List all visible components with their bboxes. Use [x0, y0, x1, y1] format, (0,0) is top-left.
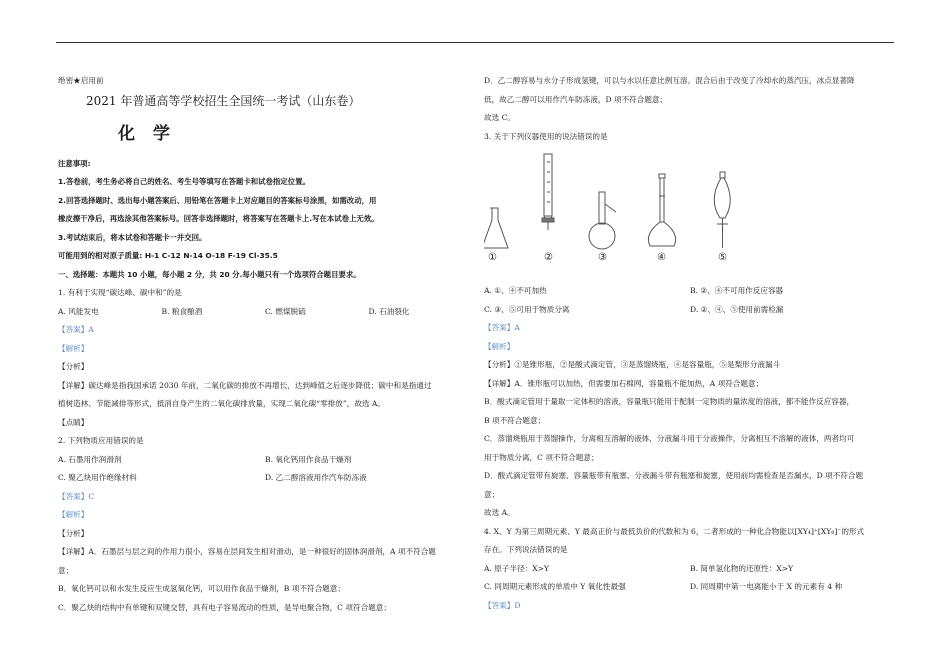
left-column: [58, 72, 472, 617]
q2-detail: 【详解】A．石墨层与层之间的作用力很小，容易在层间发生相对滑动，是一种很好的固体润滑剂，A 项不符合题: [58, 547, 436, 556]
q1-detail: 【详解】碳达峰是指我国承诺 2030 年前，二氧化碳的排放不再增长，达到峰值之后逐步降低；碳中和是指通过: [58, 380, 432, 390]
q3-option-b: B. ②、④不可用作反应容器: [690, 286, 784, 295]
atomic-masses: 可能用到的相对原子质量: H-1 C-12 N-14 O-18 F-19 Cl-35.5: [58, 251, 278, 260]
section-heading: 一、选择题：本题共 10 小题，每小题 2 分，共 20 分.每小题只有一个选项符合题目要求。: [58, 269, 361, 279]
exam-title: 2021 年普通高等学校招生全国统一考试（山东卷）: [86, 93, 361, 108]
q2-detail: 意；: [58, 565, 74, 575]
volumetric-flask-icon: [648, 174, 675, 246]
header-rule: [56, 42, 894, 43]
q2-fenxi-label: 【分析】: [58, 528, 89, 538]
q3-options-row1: [484, 282, 896, 301]
subject-title: 化 学: [118, 123, 176, 144]
q2-detail: B．氧化钙可以和水发生反应生成氢氧化钙，可以用作食品干燥剂，B 项不符合题意；: [58, 584, 345, 593]
q1-option-c: C. 燃煤脱硫: [265, 306, 306, 316]
q2-analysis-label: 【解析】: [58, 510, 89, 519]
q2-conclusion: 故选 C。: [484, 113, 516, 122]
note-item: 2.回答选择题时、选出每小题答案后、用铅笔在答题卡上对应题目的答案标号涂黑，如需改动，用: [58, 195, 377, 205]
q4-answer: 【答案】D: [484, 600, 521, 610]
q3-detail: 用于物质分离，C 项不符合题意；: [484, 452, 599, 462]
q2-option-c: C. 聚乙炔用作绝缘材料: [58, 473, 137, 482]
apparatus-label-4: ④: [657, 252, 666, 263]
note-item: 橡皮擦干净后，再选涂其他答案标号。回答非选择题时，将答案写在答题卡上.写在本试卷上无效。: [58, 214, 379, 223]
notes-heading: 注意事项:: [58, 158, 91, 168]
q3-detail: D．酸式滴定管带有旋塞、容量瓶带有瓶塞、分液漏斗带有瓶塞和旋塞，使用前均需检查是否漏水，D 项不符合题: [484, 471, 864, 480]
q1-options: [58, 303, 472, 322]
q1-stem: 1. 有利于实现“碳达峰、碳中和”的是: [58, 288, 182, 297]
q2-detail: 低，故乙二醇可以用作汽车防冻液，D 项不符合题意；: [484, 94, 668, 104]
apparatus-drawing: [484, 152, 784, 282]
right-column: [484, 72, 896, 615]
q3-detail: B．酸式滴定管用于量取一定体积的溶液，容量瓶只能用于配制一定物质的量浓度的溶液，都不能作反应容器，: [484, 397, 855, 406]
q3-option-c: C. ③、⑤可用于物质分离: [484, 304, 570, 314]
q3-fenxi: 【分析】①是锥形瓶，②是酸式滴定管，③是蒸馏烧瓶，④是容量瓶，⑤是梨形分液漏斗: [484, 360, 781, 369]
q2-option-d: D. 乙二醇溶液用作汽车防冻液: [265, 473, 367, 482]
q2-option-b: B. 氧化钙用作食品干燥剂: [265, 454, 352, 464]
conical-flask-icon: [484, 208, 508, 248]
q2-options-row1: [58, 451, 472, 470]
apparatus-label-2: ②: [544, 252, 553, 263]
q4-options-row1: [484, 560, 896, 579]
q2-detail: C．聚乙炔的结构中有单键和双键交替，具有电子容易流动的性质，是导电聚合物，C 项符合题意；: [58, 602, 391, 612]
q3-options-row2: [484, 301, 896, 320]
apparatus-figure: [484, 152, 896, 282]
q4-options-row2: [484, 578, 896, 597]
q1-option-a: A. 风能发电: [58, 306, 99, 316]
apparatus-label-1: ①: [488, 252, 497, 263]
apparatus-label-5: ⑤: [718, 252, 727, 263]
q1-detail: 植树造林、节能减排等形式，抵消自身产生的二氧化碳排放量，实现二氧化碳“零排放”，故选 A。: [58, 399, 386, 408]
q3-stem: 3. 关于下列仪器使用的说法错误的是: [484, 131, 608, 141]
q3-detail: 【详解】A．锥形瓶可以加热，但需要加石棉网，容量瓶不能加热，A 项符合题意；: [484, 378, 764, 388]
distillation-flask-icon: [589, 192, 616, 249]
q3-detail: B 项不符合题意；: [484, 415, 546, 425]
note-item: 3.考试结束后，将本试卷和答题卡一并交回。: [58, 232, 207, 242]
q3-detail: 意；: [484, 489, 500, 499]
q4-stem: 存在。下列说法错误的是: [484, 545, 568, 554]
apparatus-label-3: ③: [598, 252, 607, 263]
q1-option-b: B. 粮食酿酒: [161, 306, 203, 316]
q3-option-d: D. ②、④、⑤使用前需检漏: [690, 304, 784, 314]
q4-stem: 4. X、Y 为第三周期元素、Y 最高正价与最低负价的代数和为 6，二者形成的一种化合物能以[XY₄]⁺[XY₆]⁻的形式: [484, 526, 865, 536]
separatory-funnel-icon: [714, 172, 730, 248]
q3-analysis-label: 【解析】: [484, 341, 515, 351]
secret-label: 绝密★启用前: [58, 76, 104, 85]
q1-tip-label: 【点睛】: [58, 417, 89, 427]
q4-option-b: B. 简单氢化物的还原性：X>Y: [690, 563, 794, 573]
q1-fenxi-label: 【分析】: [58, 362, 89, 371]
q3-answer: 【答案】A: [484, 323, 520, 332]
q2-option-a: A. 石墨用作润滑剂: [58, 454, 122, 464]
q3-detail: C．蒸馏烧瓶用于蒸馏操作，分离相互溶解的液体，分液漏斗用于分液操作，分离相互不溶解的液体，两者均可: [484, 434, 855, 443]
q2-stem: 2. 下列物质应用错误的是: [58, 436, 144, 445]
q2-detail: D．乙二醇容易与水分子形成氢键，可以与水以任意比例互溶。混合后由于改变了冷却水的蒸汽压，冰点显著降: [484, 76, 855, 85]
note-item: 1.答卷前，考生务必将自己的姓名、考生号等填写在答题卡和试卷指定位置。: [58, 177, 310, 186]
q1-answer: 【答案】A: [58, 325, 94, 334]
burette-icon: [542, 154, 554, 230]
q1-analysis-label: 【解析】: [58, 343, 89, 353]
q4-option-d: D. 同周期中第一电离能小于 X 的元素有 4 种: [690, 582, 843, 591]
q1-option-d: D. 石油裂化: [368, 306, 410, 316]
q2-answer: 【答案】C: [58, 491, 95, 501]
q2-options-row2: [58, 469, 472, 488]
q4-option-c: C. 同周期元素形成的单质中 Y 氧化性最强: [484, 582, 626, 591]
q4-option-a: A. 原子半径：X>Y: [484, 563, 550, 573]
q3-option-a: A. ①、④不可加热: [484, 286, 547, 295]
q3-conclusion: 故选 A。: [484, 508, 515, 517]
